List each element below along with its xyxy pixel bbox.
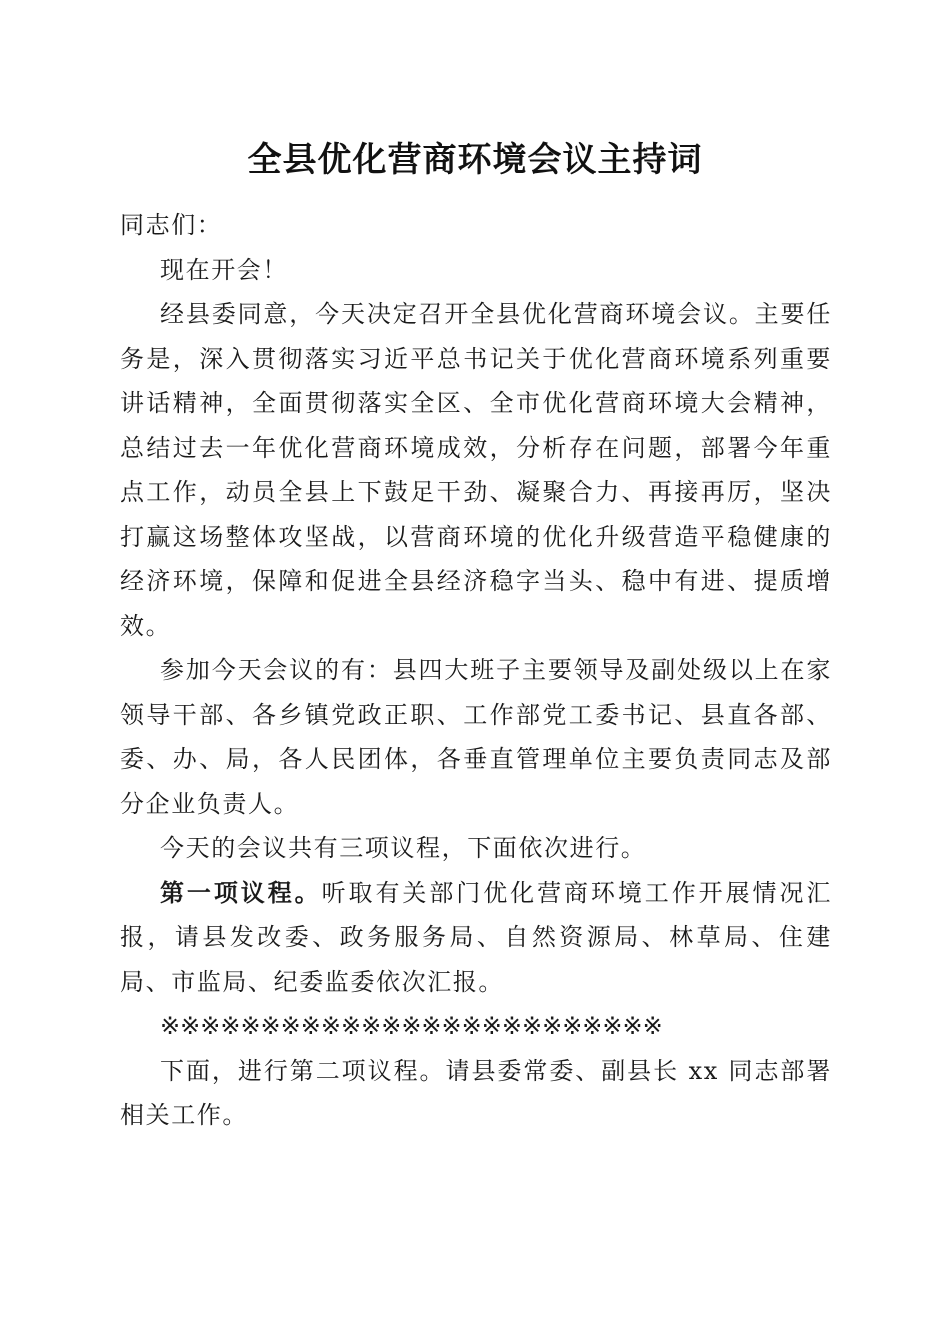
document-body <box>120 203 832 1138</box>
agenda-item-1-text: 听取有关部门优化营商环境工作开展情况汇报，请县发改委、政务服务局、自然资源局、林草局、住建局、市监局、纪委监委依次汇报。 <box>120 878 832 996</box>
attendees-paragraph: 参加今天会议的有：县四大班子主要领导及副处级以上在家领导干部、各乡镇党政正职、工作部党工委书记、县直各部、委、办、局，各人民团体，各垂直管理单位主要负责同志及部分企业负责人。 <box>120 656 832 818</box>
agenda-item-1 <box>120 871 832 1005</box>
agenda-paragraph: 今天的会议共有三项议程，下面依次进行。 <box>160 834 647 862</box>
agenda-item-1-label: 第一项议程。 <box>160 877 322 907</box>
agenda-item-2-paragraph: 下面，进行第二项议程。请县委常委、副县长 xx 同志部署相关工作。 <box>120 1056 832 1129</box>
salutation: 同志们： <box>120 211 223 239</box>
purpose-paragraph: 经县委同意，今天决定召开全县优化营商环境会议。主要任务是，深入贯彻落实习近平总书记关于优化营商环境系列重要讲话精神，全面贯彻落实全区、全市优化营商环境大会精神，总结过去一年优化营商环境成效，分析存在问题，部署今年重点工作，动员全县上下鼓足干劲、凝聚合力、再接再厉，坚决打赢这场整体攻坚战，以营商环境的优化升级营造平稳健康的经济环境，保障和促进全县经济稳字当头、稳中有进、提质增效。 <box>120 300 832 640</box>
opening-line: 现在开会！ <box>160 255 288 284</box>
document-title: 全县优化营商环境会议主持词 <box>247 140 703 180</box>
section-separator: ※※※※※※※※※※※※※※※※※※※※※※※※※ <box>160 1012 663 1040</box>
